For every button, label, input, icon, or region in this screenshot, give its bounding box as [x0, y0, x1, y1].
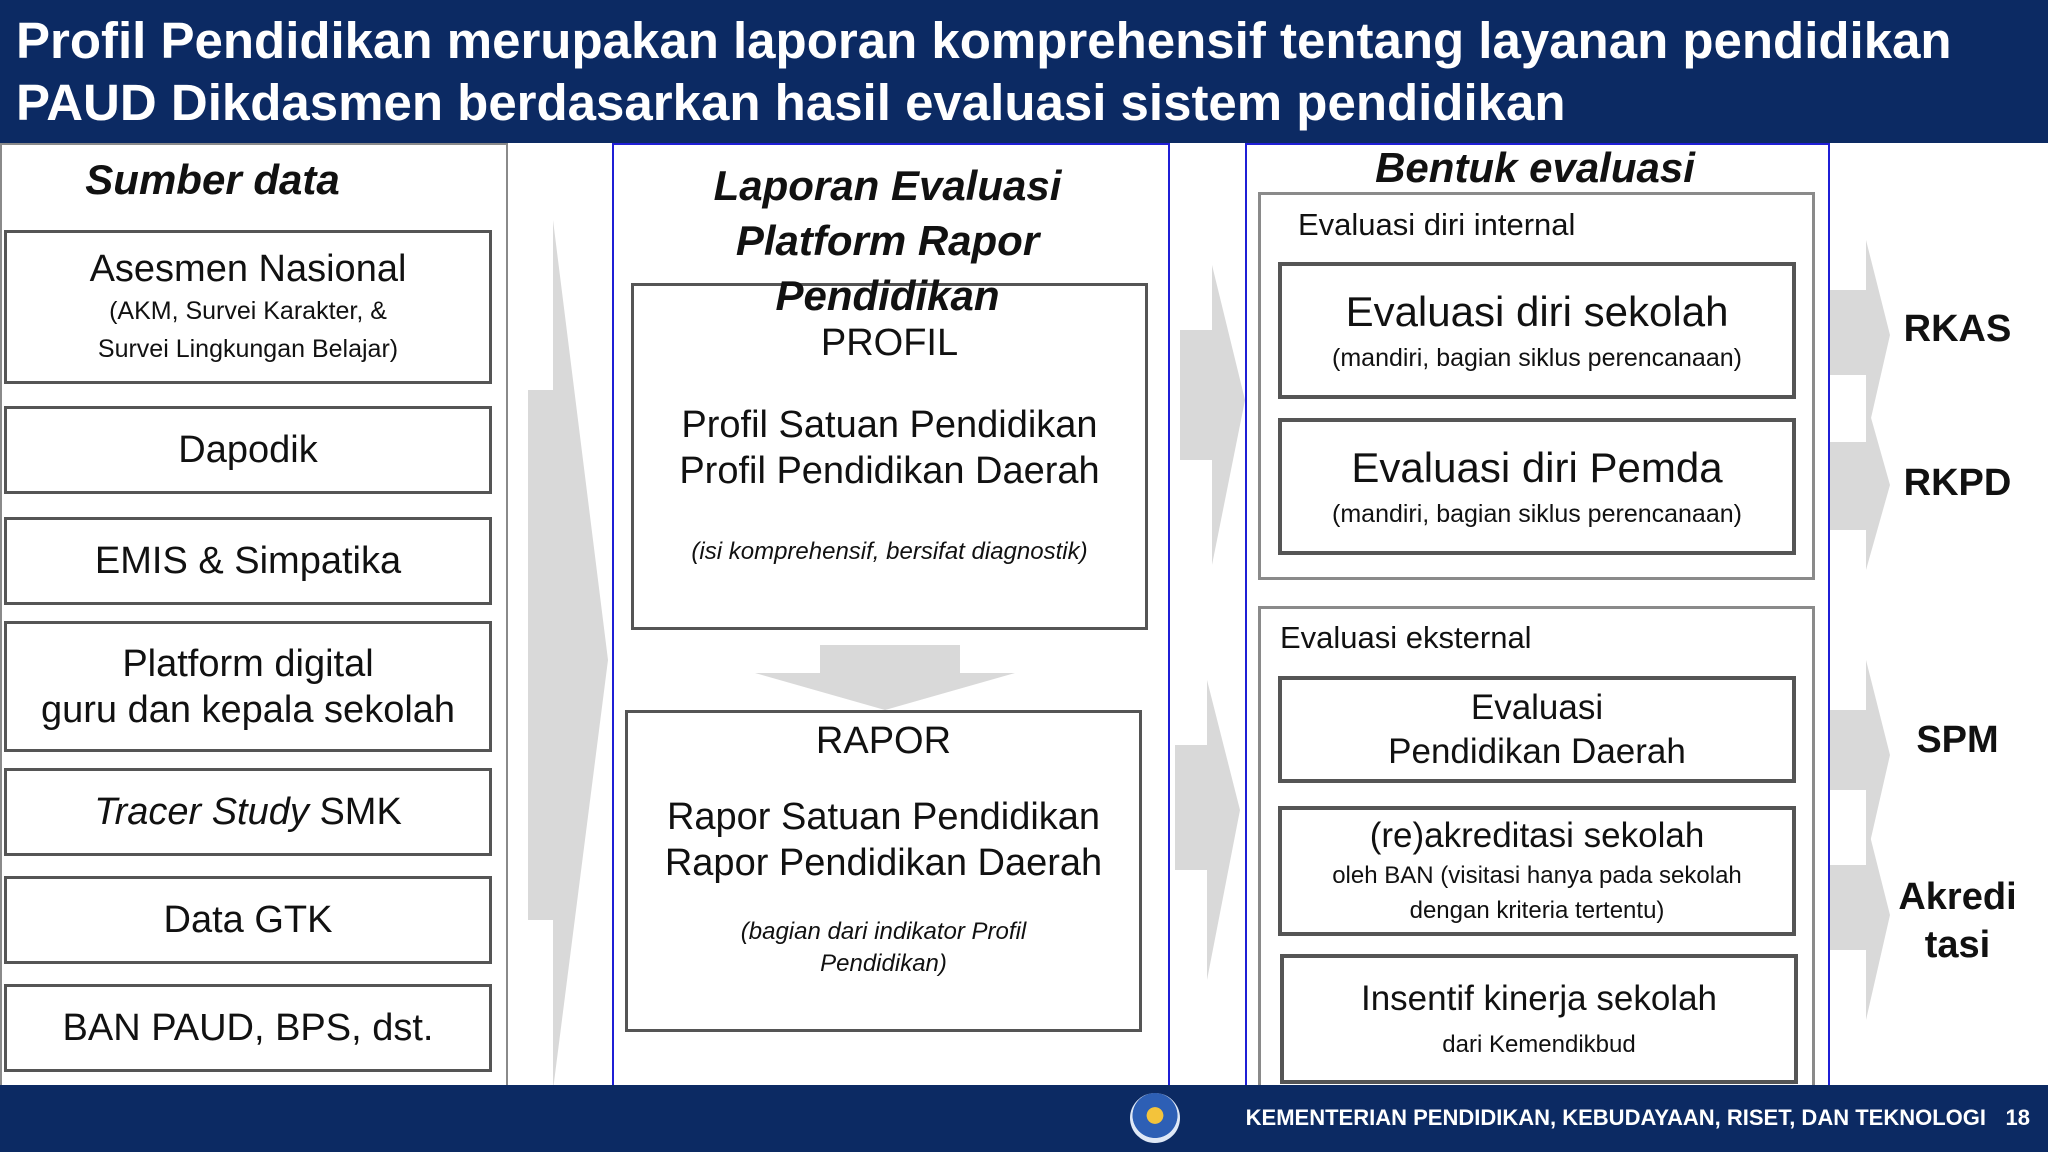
right-arrow-akreditasi	[1828, 820, 1890, 1020]
evaluasi-internal-label: Evaluasi diri internal	[1298, 207, 1576, 242]
laporan-title-line: Laporan Evaluasi	[713, 162, 1062, 209]
evaluasi-eksternal-label: Evaluasi eksternal	[1280, 620, 1532, 655]
source-ban-paud	[4, 984, 492, 1072]
evaluasi-pendidikan-daerah-box	[1278, 676, 1796, 783]
rapor-line: Rapor Satuan Pendidikan	[666, 796, 1101, 838]
source-label: Data GTK	[163, 899, 333, 941]
source-label: guru dan kepala sekolah	[40, 688, 456, 731]
output-akreditasi	[1890, 873, 2025, 969]
source-label: Platform digital	[122, 642, 374, 685]
insentif-kinerja-box	[1280, 954, 1798, 1084]
footer-bar	[0, 1085, 2048, 1152]
laporan-title-overlap: Pendidikan	[775, 272, 1000, 319]
profil-line: Profil Satuan Pendidikan	[681, 404, 1098, 446]
big-right-arrow-1	[528, 220, 608, 1090]
source-tracer-study	[4, 768, 492, 856]
source-label: EMIS & Simpatika	[94, 540, 402, 582]
bentuk-evaluasi-title: Bentuk evaluasi	[1375, 144, 1695, 191]
right-arrow-to-internal	[1180, 265, 1245, 565]
rapor-box	[625, 710, 1142, 1032]
source-label: BAN PAUD, BPS, dst.	[62, 1007, 434, 1049]
source-asesmen-nasional	[4, 230, 492, 384]
header-banner	[0, 0, 2048, 143]
ministry-logo-icon	[1130, 1093, 1180, 1143]
output-akreditasi-line: Akredi	[1898, 876, 2017, 918]
evaluasi-diri-sekolah-box	[1278, 262, 1796, 399]
laporan-evaluasi-title	[640, 158, 1135, 268]
source-label: Asesmen Nasional	[89, 248, 407, 290]
evaluasi-title: (re)akreditasi sekolah	[1369, 816, 1705, 855]
profil-note: (isi komprehensif, bersifat diagnostik)	[691, 538, 1088, 565]
profil-heading: PROFIL	[820, 322, 959, 364]
source-label-rest: SMK	[308, 791, 402, 833]
sumber-data-title: Sumber data	[85, 156, 340, 203]
rapor-note: (bagian dari indikator Profil	[740, 918, 1027, 945]
evaluasi-title: Evaluasi diri Pemda	[1351, 443, 1723, 491]
right-arrow-to-eksternal	[1175, 680, 1240, 980]
rapor-note: Pendidikan)	[820, 950, 947, 977]
evaluasi-title: Evaluasi	[1470, 687, 1604, 727]
source-emis	[4, 517, 492, 605]
output-spm: SPM	[1916, 719, 1999, 761]
footer-ministry-name: KEMENTERIAN PENDIDIKAN, KEBUDAYAAN, RISET, DAN TEKNOLOGI	[1245, 1105, 1986, 1130]
header-line-1: Profil Pendidikan merupakan laporan komprehensif tentang layanan pendidikan	[16, 12, 1952, 69]
source-dapodik	[4, 406, 492, 494]
source-data-gtk	[4, 876, 492, 964]
rapor-heading: RAPOR	[815, 720, 952, 762]
evaluasi-title: Pendidikan Daerah	[1388, 731, 1686, 771]
right-arrow-rkpd	[1828, 400, 1890, 570]
header-line-2: PAUD Dikdasmen berdasarkan hasil evaluasi sistem pendidikan	[16, 74, 1566, 131]
evaluasi-title: Insentif kinerja sekolah	[1360, 978, 1718, 1018]
reakreditasi-box	[1278, 806, 1796, 936]
page-number: 18	[2005, 1105, 2030, 1130]
laporan-title-line: Platform Rapor	[735, 217, 1040, 264]
output-rkas: RKAS	[1903, 308, 2012, 350]
evaluasi-sub: dari Kemendikbud	[1442, 1030, 1636, 1058]
source-sub: Survei Lingkungan Belajar)	[97, 335, 399, 363]
output-akreditasi-line: tasi	[1924, 924, 1991, 966]
evaluasi-title: Evaluasi diri sekolah	[1345, 287, 1729, 335]
evaluasi-sub: dengan kriteria tertentu)	[1409, 897, 1665, 924]
evaluasi-sub: (mandiri, bagian siklus perencanaan)	[1332, 343, 1742, 372]
profil-line: Profil Pendidikan Daerah	[679, 450, 1100, 492]
evaluasi-sub: oleh BAN (visitasi hanya pada sekolah	[1332, 862, 1742, 889]
source-platform-digital	[4, 621, 492, 752]
source-label-italic: Tracer Study	[94, 791, 309, 833]
source-label: Dapodik	[178, 429, 318, 471]
source-label	[94, 789, 402, 835]
profil-box	[631, 283, 1148, 630]
output-rkpd: RKPD	[1903, 462, 2012, 504]
rapor-line: Rapor Pendidikan Daerah	[664, 842, 1103, 884]
evaluasi-diri-pemda-box	[1278, 418, 1796, 555]
evaluasi-sub: (mandiri, bagian siklus perencanaan)	[1332, 499, 1742, 528]
source-sub: (AKM, Survei Karakter, &	[109, 297, 387, 325]
